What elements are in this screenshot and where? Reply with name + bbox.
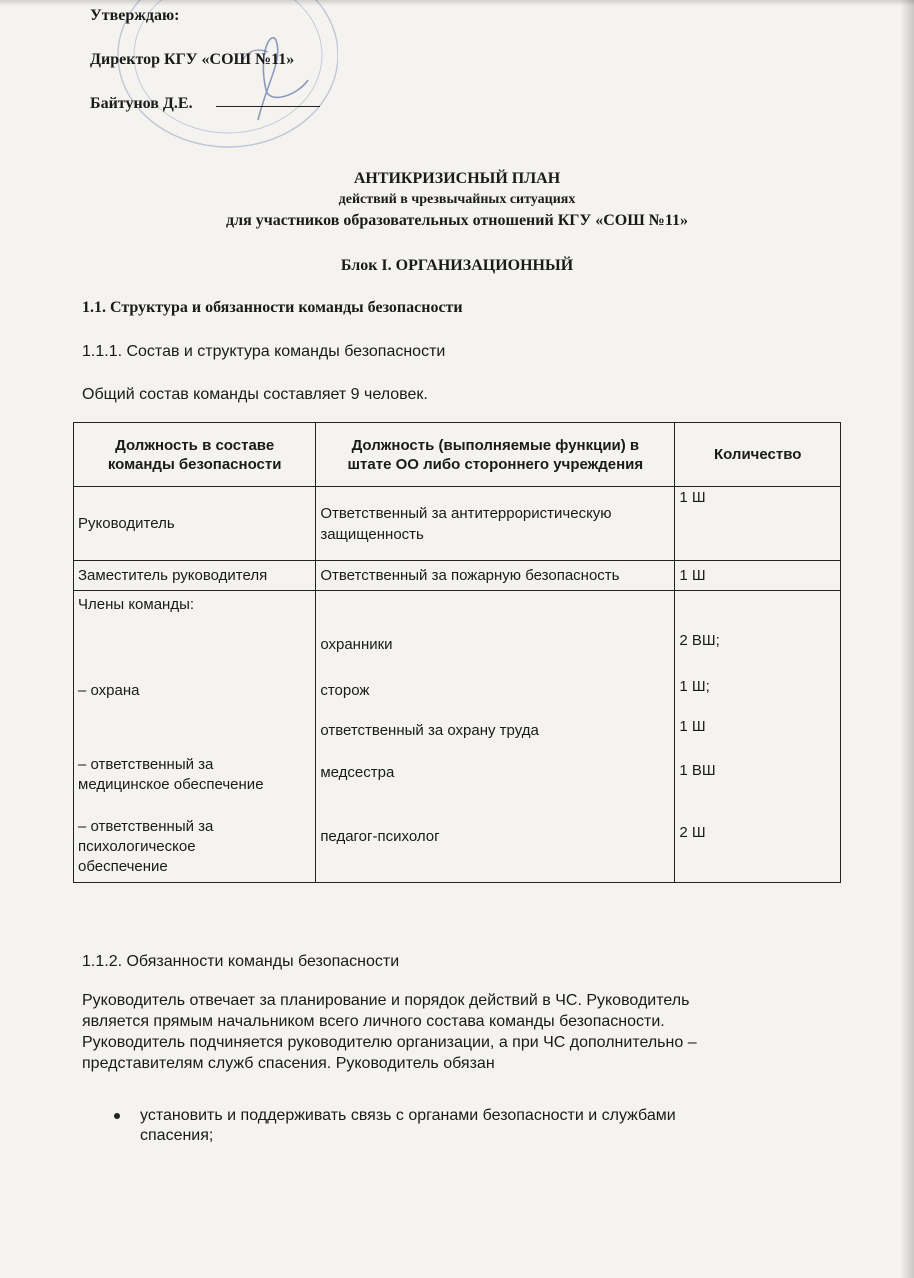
cell-team-quantities <box>675 591 841 883</box>
section-1-1-1-heading: 1.1.1. Состав и структура команды безопасности <box>82 343 446 360</box>
cell-qty-deputy: 1 Ш <box>675 561 841 591</box>
document-title: АНТИКРИЗИСНЫЙ ПЛАН <box>353 170 561 187</box>
cell-team-functions <box>316 591 675 883</box>
security-label: – охрана <box>78 682 140 699</box>
page-top-shadow <box>0 0 914 6</box>
header-team-position: Должность в составе команды безопасности <box>74 423 316 487</box>
psych-label-1: – ответственный за <box>78 818 214 835</box>
members-label: Члены команды: <box>78 596 195 613</box>
document-subtitle-1: действий в чрезвычайных ситуациях <box>338 192 576 207</box>
section-1-1-2-heading: 1.1.2. Обязанности команды безопасности <box>82 953 400 970</box>
leader-duties-paragraph <box>82 990 802 1074</box>
qty-nurse: 1 ВШ <box>679 762 716 779</box>
func-watchman: сторож <box>320 682 370 699</box>
paragraph-line: представителям служб спасения. Руководитель обязан <box>82 1055 495 1072</box>
team-total-text: Общий состав команды составляет 9 человек. <box>82 386 428 403</box>
paragraph-line: Руководитель подчиняется руководителю организации, а при ЧС дополнительно – <box>82 1034 697 1051</box>
approval-label: Утверждаю: <box>90 7 180 24</box>
medical-label-1: – ответственный за <box>78 756 214 773</box>
bullet-text-line-1: установить и поддерживать связь с органами безопасности и службами <box>140 1107 676 1124</box>
cell-qty-leader: 1 Ш <box>675 487 841 561</box>
cell-func-fire: Ответственный за пожарную безопасность <box>316 561 675 591</box>
table-header-row <box>74 423 841 487</box>
func-labor-safety: ответственный за охрану труда <box>320 722 539 739</box>
psych-label-2: психологическое <box>78 838 196 855</box>
cell-role-leader: Руководитель <box>74 487 316 561</box>
cell-team-members <box>74 591 316 883</box>
signature-line <box>216 106 320 107</box>
qty-labor-safety: 1 Ш <box>679 718 706 735</box>
header-staff-function: Должность (выполняемые функции) в штате ОО либо стороннего учреждения <box>316 423 675 487</box>
paragraph-line: является прямым начальником всего личного состава команды безопасности. <box>82 1013 665 1030</box>
table-row <box>74 561 841 591</box>
page-edge-shadow <box>900 0 914 1278</box>
block-heading: Блок I. ОРГАНИЗАЦИОННЫЙ <box>340 257 574 274</box>
bullet-text-line-2: спасения; <box>140 1127 214 1144</box>
header-quantity: Количество <box>675 423 841 487</box>
table-row <box>74 591 841 883</box>
psych-label-3: обеспечение <box>78 858 168 875</box>
qty-watchman: 1 Ш; <box>679 678 710 695</box>
paragraph-line: Руководитель отвечает за планирование и порядок действий в ЧС. Руководитель <box>82 992 690 1009</box>
qty-psychologist: 2 Ш <box>679 824 706 841</box>
bullet-icon <box>114 1113 120 1119</box>
team-table <box>73 422 841 883</box>
approval-position: Директор КГУ «СОШ №11» <box>90 51 295 68</box>
cell-func-antiterror: Ответственный за антитеррористическую защищенность <box>316 487 675 561</box>
table-row <box>74 487 841 561</box>
medical-label-2: медицинское обеспечение <box>78 776 264 793</box>
cell-role-deputy: Заместитель руководителя <box>74 561 316 591</box>
func-nurse: медсестра <box>320 764 395 781</box>
func-guards: охранники <box>320 636 393 653</box>
section-1-1-heading: 1.1. Структура и обязанности команды безопасности <box>82 299 463 316</box>
document-subtitle-2: для участников образовательных отношений КГУ «СОШ №11» <box>226 212 688 229</box>
qty-guards: 2 ВШ; <box>679 632 720 649</box>
approval-name: Байтунов Д.Е. <box>90 95 193 112</box>
func-psychologist: педагог-психолог <box>320 828 440 845</box>
